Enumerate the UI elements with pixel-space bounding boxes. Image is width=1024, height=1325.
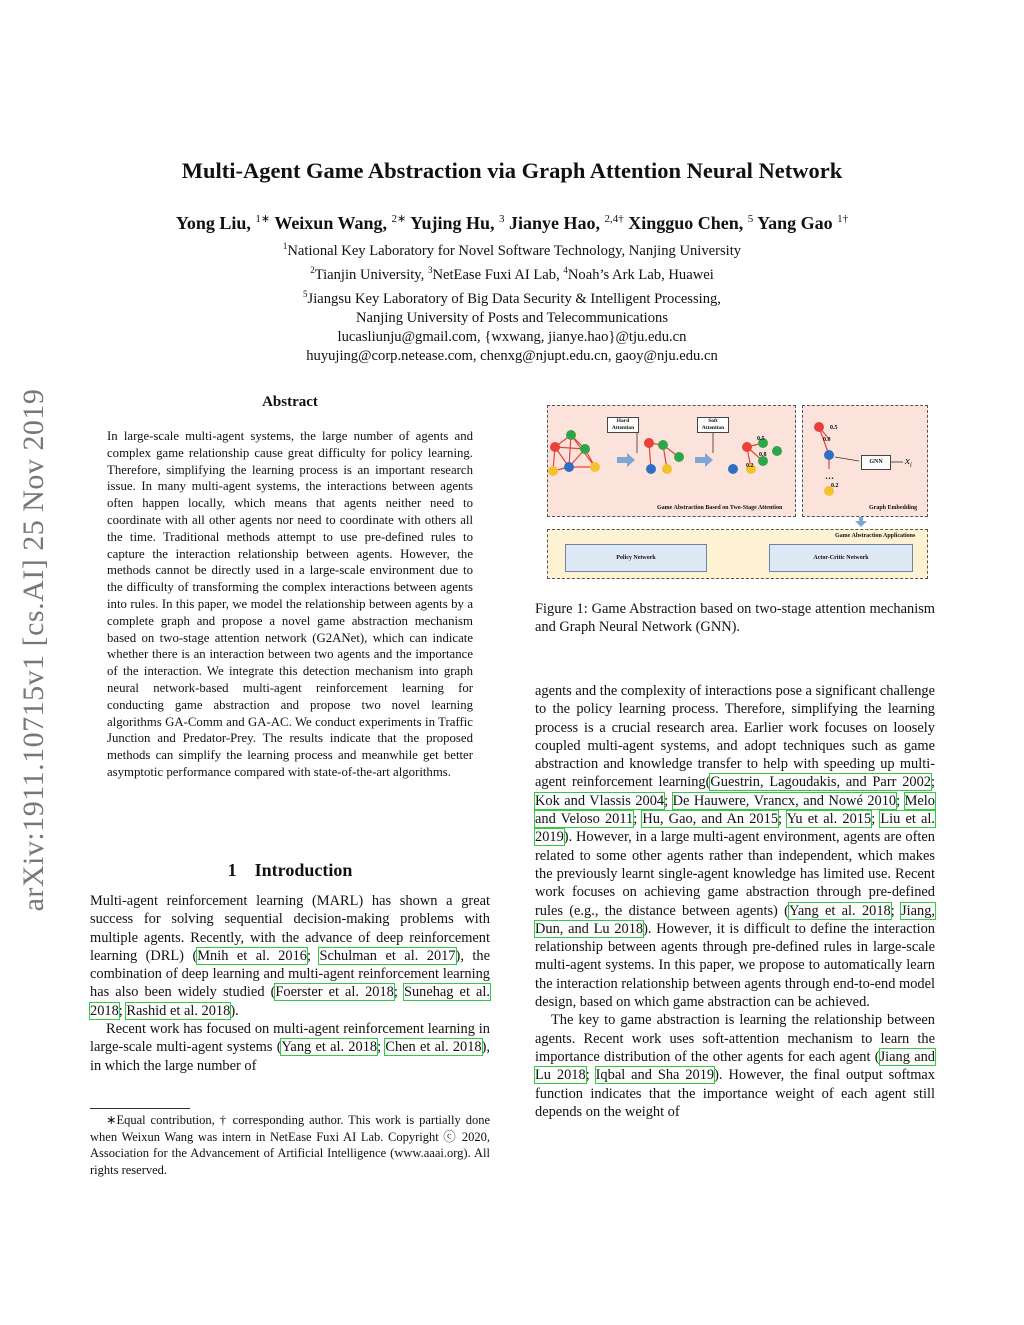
arxiv-stamp bbox=[12, 360, 56, 940]
author-affil-mark: 1† bbox=[837, 213, 849, 225]
citation-link[interactable]: Sunehag et al. 2018 bbox=[90, 984, 490, 1019]
actor-critic-block: Actor-Critic Network bbox=[769, 544, 913, 572]
down-arrow-icon bbox=[855, 517, 867, 527]
citation-link[interactable]: Guestrin, Lagoudakis, and Parr 2002 bbox=[710, 774, 931, 791]
agent-node bbox=[564, 462, 574, 472]
citation-link[interactable]: Rashid et al. 2018 bbox=[126, 1002, 231, 1019]
agent-node bbox=[814, 422, 824, 432]
author-affil-mark: 5 bbox=[747, 213, 754, 225]
citation-link[interactable]: Liu et al. 2019 bbox=[535, 811, 935, 846]
citation-link[interactable]: Yang et al. 2018 bbox=[281, 1039, 378, 1056]
intro-paragraph-2: Recent work has focused on multi-agent reinforcement learning in large-scale multi-agent systems (Yang et al. 2018; Chen et al. 2018), in which the large number of bbox=[90, 1021, 490, 1074]
intro-left-column bbox=[90, 892, 490, 1075]
affiliation-2-4: $^2$Tianjin University, $^3$NetEase Fuxi AI Lab, $^4$Noah’s Ark Lab, Huawei bbox=[310, 264, 714, 283]
citation-link[interactable]: Kok and Vlassis 2004 bbox=[535, 792, 665, 809]
citation-link[interactable]: Foerster et al. 2018 bbox=[275, 984, 394, 1001]
policy-network-block: Policy Network bbox=[565, 544, 707, 572]
agent-node bbox=[580, 444, 590, 454]
footnote-text: ∗Equal contribution, † corresponding author. This work is partially done when Weixun Wang was intern in NetEase Fuxi AI Lab. Copyright ⓒ 2020, Association for the Advancement of Artificial Intelligence (www.aaai.org). All rights reserved. bbox=[90, 1113, 490, 1177]
agent-node bbox=[772, 446, 782, 456]
agent-node bbox=[646, 464, 656, 474]
footnote-rule bbox=[90, 1108, 190, 1109]
weight-label: 0.5 bbox=[757, 436, 765, 442]
author-affil-mark: 3 bbox=[498, 213, 505, 225]
affiliation-1: $^1$National Key Laboratory for Novel Software Technology, Nanjing University bbox=[282, 241, 742, 259]
author-name: Yong Liu, bbox=[175, 213, 251, 233]
output-symbol: $x_i$ bbox=[905, 455, 912, 470]
footnote bbox=[90, 1112, 490, 1178]
section-title: Introduction bbox=[254, 860, 353, 880]
author-name: Weixun Wang, bbox=[274, 213, 388, 233]
author-name: Jianye Hao, bbox=[508, 213, 600, 233]
applications-label: Game Abstraction Applications bbox=[835, 533, 916, 539]
weight-label: 0.2 bbox=[831, 483, 839, 489]
author-affil-mark: 2∗ bbox=[391, 213, 407, 225]
citation-link[interactable]: Melo and Veloso 2011 bbox=[535, 792, 935, 828]
intro-right-column bbox=[535, 682, 935, 1121]
citation-link[interactable]: De Hauwere, Vrancx, and Nowé 2010 bbox=[672, 792, 897, 809]
section-heading-introduction bbox=[90, 860, 490, 881]
citation-link[interactable]: Iqbal and Sha 2019 bbox=[595, 1067, 715, 1084]
agent-node bbox=[728, 464, 738, 474]
hard-attention-tag: Hard Attention bbox=[607, 417, 639, 433]
soft-attention-tag: Soft Attention bbox=[697, 417, 729, 433]
author-name: Yujing Hu, bbox=[410, 213, 495, 233]
author-affil-mark: 1∗ bbox=[255, 213, 271, 225]
ellipsis: … bbox=[825, 471, 834, 481]
agent-node bbox=[662, 464, 672, 474]
citation-link[interactable]: Yang et al. 2018 bbox=[788, 902, 891, 919]
citation-link[interactable]: Hu, Gao, and An 2015 bbox=[642, 811, 779, 828]
figure-1 bbox=[547, 405, 927, 579]
agent-node bbox=[548, 466, 558, 476]
author-list bbox=[0, 212, 1024, 234]
figure-caption: Figure 1: Game Abstraction based on two-stage attention mechanism and Graph Neural Network (GNN). bbox=[535, 601, 935, 636]
weight-label: 0.5 bbox=[830, 425, 838, 431]
agent-node bbox=[550, 442, 560, 452]
right-paragraph-2: The key to game abstraction is learning the relationship between agents. Recent work uses soft-attention mechanism to learn the importance distribution of the other agents for each agent (Jiang and Lu 2018; Iqbal and Sha 2019). However, the final output softmax function indicates that the importance weight of each agent still depends on the weight of bbox=[535, 1012, 936, 1120]
author-affil-mark: 2,4† bbox=[604, 213, 624, 225]
weight-label: 0.8 bbox=[759, 452, 767, 458]
embedding-label: Graph Embedding bbox=[869, 505, 918, 511]
affiliations bbox=[0, 237, 1024, 366]
agent-node bbox=[644, 438, 654, 448]
citation-link[interactable]: Jiang and Lu 2018 bbox=[535, 1048, 935, 1084]
citation-link[interactable]: Mnih et al. 2016 bbox=[197, 947, 307, 964]
weight-label: 0.2 bbox=[746, 463, 754, 469]
emails-line-1: lucasliunju@gmail.com, {wxwang, jianye.hao}@tju.edu.cn bbox=[337, 328, 687, 345]
affiliation-5: $^5$Jiangsu Key Laboratory of Big Data Security & Intelligent Processing, bbox=[303, 288, 721, 307]
arrow-icon bbox=[617, 453, 635, 467]
agent-node bbox=[590, 462, 600, 472]
agent-node bbox=[674, 452, 684, 462]
agent-node bbox=[658, 440, 668, 450]
citation-link[interactable]: Chen et al. 2018 bbox=[385, 1039, 482, 1056]
author-name: Xingguo Chen, bbox=[628, 213, 744, 233]
arxiv-id: arXiv:1911.10715v1 [cs.AI] 25 Nov 2019 bbox=[17, 388, 50, 912]
abstract-text: In large-scale multi-agent systems, the large number of agents and complex game relationship cause great difficulty for policy learning. Therefore, simplifying the learning process is an important research issue. In many multi-agent systems, the interactions between agents often happen locally, which means that agents neither need to coordinate with all other agents nor need to coordinate with others all the time. Traditional methods attempt to use pre-defined rules to capture the interaction relationship between agents. However, the methods cannot be directly used in a large-scale environment due to the difficulty of transforming the complex interactions between agents into rules. In this paper, we model the relationship between agents by a complete graph and propose a novel game abstraction mechanism based on two-stage attention network (G2ANet), which can indicate whether there is an interaction between two agents and the importance of the interaction. We integrate this detection mechanism into graph neural network-based multi-agent reinforcement learning for conducting game abstraction and propose two novel learning algorithms GA-Comm and GA-AC. We conduct experiments in Traffic Junction and Predator-Prey. The results indicate that the proposed methods can simplify the learning process and meanwhile get better asymptotic performance compared with state-of-the-art algorithms. bbox=[107, 429, 473, 779]
section-number: 1 bbox=[227, 860, 237, 880]
weight-label: 0.8 bbox=[823, 437, 831, 443]
arrow-icon bbox=[695, 453, 713, 467]
affiliation-5b: Nanjing University of Posts and Telecommunications bbox=[355, 309, 669, 326]
right-paragraph-1: agents and the complexity of interactions pose a significant challenge to the policy learning process. Therefore, simplifying the learning process is a crucial research area. Earlier work focuses on loosely coupled multi-agent systems, and adopt techniques such as game abstraction and knowledge transfer to help with speeding up multi-agent reinforcement learning(Guestrin, Lagoudakis, and Parr 2002; Kok and Vlassis 2004; De Hauwere, Vrancx, and Nowé 2010; Melo and Veloso 2011; Hu, Gao, and An 2015; Yu et al. 2015; Liu et al. 2019). However, in a large multi-agent environment, agents are often related to some other agents rather than independent, which makes the previously learnt single-agent knowledge has limited use. Recent work focuses on achieving game abstraction through pre-defined rules (e.g., the distance between agents) (Yang et al. 2018; Jiang, Dun, and Lu 2018). However, it is difficult to define the interaction relationship between agents through pre-defined rules in large-scale multi-agent systems. In this paper, we propose to automatically learn the interaction relationship between agents through end-to-end model design, based on which game abstraction can be achieved. bbox=[535, 683, 936, 1011]
abstract-heading: Abstract bbox=[262, 394, 318, 410]
citation-link[interactable]: Jiang, Dun, and Lu 2018 bbox=[535, 902, 936, 937]
agent-node bbox=[824, 450, 834, 460]
abstraction-label: Game Abstraction Based on Two-Stage Attention bbox=[657, 505, 783, 511]
intro-paragraph-1: Multi-agent reinforcement learning (MARL) has shown a great success for solving sequential decision-making problems with multiple agents. Recently, with the advance of deep reinforcement learning (DRL) (Mnih et al. 2016; Schulman et al. 2017), the combination of deep learning and multi-agent reinforcement learning has also been widely studied (Foerster et al. 2018; Sunehag et al. 2018; Rashid et al. 2018). bbox=[90, 893, 490, 1019]
gnn-block: GNN bbox=[861, 455, 891, 470]
citation-link[interactable]: Schulman et al. 2017 bbox=[319, 947, 456, 964]
emails-line-2: huyujing@corp.netease.com, chenxg@njupt.edu.cn, gaoy@nju.edu.cn bbox=[306, 347, 718, 364]
author-name: Yang Gao bbox=[757, 213, 833, 233]
citation-link[interactable]: Yu et al. 2015 bbox=[786, 811, 872, 828]
agent-node bbox=[742, 442, 752, 452]
agent-node bbox=[566, 430, 576, 440]
paper-title: Multi-Agent Game Abstraction via Graph Attention Neural Network bbox=[181, 158, 843, 183]
